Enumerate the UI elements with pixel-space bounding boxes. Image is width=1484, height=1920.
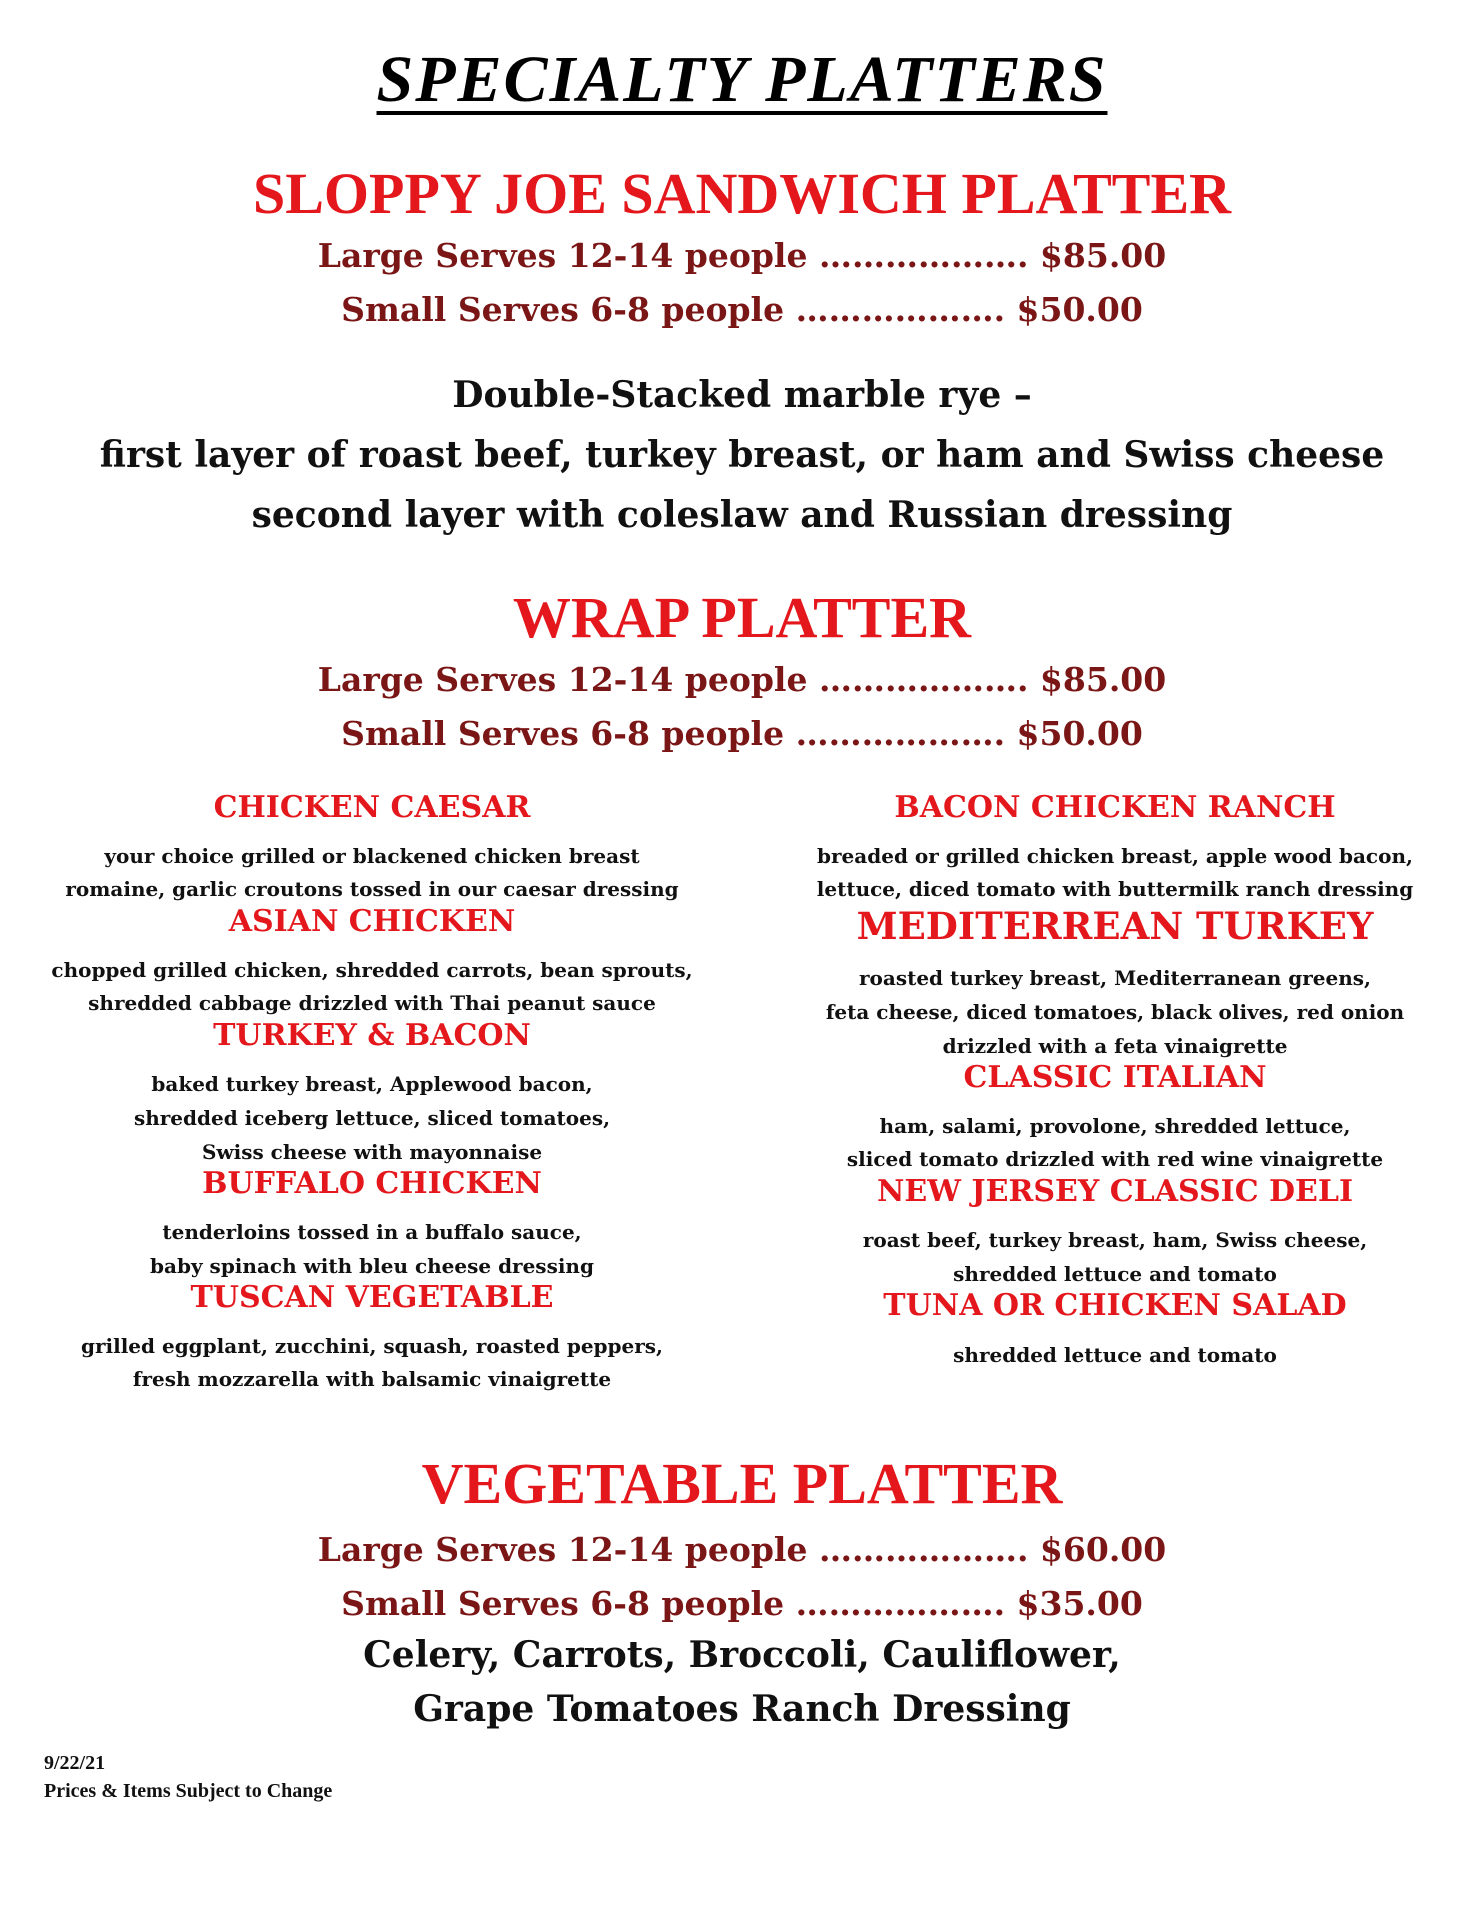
wrap-item-desc: grilled eggplant, zucchini, squash, roasted peppers, (80, 1334, 664, 1358)
wrap-item-desc: romaine, garlic croutons tossed in our caesar dressing (65, 877, 679, 901)
wrap-title: WRAP PLATTER (512, 585, 972, 650)
sloppy-joe-title: SLOPPY JOE SANDWICH PLATTER (252, 161, 1232, 226)
wrap-item-desc: breaded or grilled chicken breast, apple wood bacon, (817, 844, 1413, 868)
wrap-left-column (22, 790, 722, 1410)
wrap-item-desc: chopped grilled chicken, shredded carrots, bean sprouts, (51, 958, 693, 982)
wrap-item-desc: roasted turkey breast, Mediterranean greens, (858, 966, 1372, 990)
vegetable-small-price: Small Serves 6-8 people ………………. $35.00 (341, 1584, 1143, 1623)
wrap-large-price: Large Serves 12-14 people ………………. $85.00 (317, 660, 1167, 699)
wrap-item-desc: baked turkey breast, Applewood bacon, (151, 1072, 593, 1096)
wrap-item-classic-italian: CLASSIC ITALIAN (963, 1060, 1267, 1095)
sloppy-joe-desc-3: second layer with coleslaw and Russian dressing (251, 494, 1233, 536)
sloppy-joe-small-price: Small Serves 6-8 people ………………. $50.00 (341, 290, 1143, 329)
wrap-item-desc: sliced tomato drizzled with red wine vinaigrette (846, 1147, 1384, 1171)
wrap-item-tuna-or-chicken-salad: TUNA OR CHICKEN SALAD (883, 1288, 1347, 1323)
wrap-item-desc: baby spinach with bleu cheese dressing (150, 1254, 594, 1278)
wrap-item-desc: ham, salami, provolone, shredded lettuce, (879, 1114, 1351, 1138)
wrap-item-desc: roast beef, turkey breast, ham, Swiss cheese, (862, 1228, 1368, 1252)
vegetable-title: VEGETABLE PLATTER (421, 1451, 1063, 1516)
vegetable-desc-2: Grape Tomatoes Ranch Dressing (413, 1688, 1071, 1730)
sloppy-joe-desc-1: Double-Stacked marble rye – (452, 374, 1032, 416)
wrap-item-desc: fresh mozzarella with balsamic vinaigrette (132, 1367, 612, 1391)
wrap-item-mediterrean-turkey: MEDITERREAN TURKEY (856, 904, 1374, 948)
wrap-item-desc: your choice grilled or blackened chicken breast (104, 844, 640, 868)
wrap-item-bacon-chicken-ranch: BACON CHICKEN RANCH (894, 790, 1336, 825)
wrap-item-desc: shredded lettuce and tomato (953, 1262, 1277, 1286)
wrap-item-desc: feta cheese, diced tomatoes, black olives, red onion (825, 1000, 1405, 1024)
wrap-right-column (765, 790, 1465, 1390)
wrap-item-desc: tenderloins tossed in a buffalo sauce, (162, 1220, 582, 1244)
vegetable-large-price: Large Serves 12-14 people ………………. $60.00 (317, 1530, 1167, 1569)
wrap-item-desc: lettuce, diced tomato with buttermilk ranch dressing (816, 877, 1414, 901)
wrap-item-new-jersey-classic-deli: NEW JERSEY CLASSIC DELI (876, 1174, 1354, 1209)
wrap-item-desc: drizzled with a feta vinaigrette (942, 1034, 1288, 1058)
vegetable-desc-1: Celery, Carrots, Broccoli, Cauliflower, (363, 1634, 1121, 1676)
wrap-item-desc: shredded iceberg lettuce, sliced tomatoes, (133, 1106, 611, 1130)
page-title: SPECIALTY PLATTERS (376, 43, 1108, 116)
footer-note: Prices & Items Subject to Change (44, 1780, 333, 1802)
sloppy-joe-large-price: Large Serves 12-14 people ………………. $85.00 (317, 236, 1167, 275)
wrap-small-price: Small Serves 6-8 people ………………. $50.00 (341, 714, 1143, 753)
wrap-item-asian-chicken: ASIAN CHICKEN (228, 904, 516, 939)
sloppy-joe-desc-2: first layer of roast beef, turkey breast, or ham and Swiss cheese (99, 434, 1385, 476)
wrap-item-chicken-caesar: CHICKEN CAESAR (213, 790, 531, 825)
wrap-item-desc: Swiss cheese with mayonnaise (201, 1140, 543, 1164)
wrap-item-tuscan-vegetable: TUSCAN VEGETABLE (190, 1280, 554, 1315)
wrap-item-desc: shredded cabbage drizzled with Thai peanut sauce (88, 991, 656, 1015)
wrap-item-desc: shredded lettuce and tomato (953, 1343, 1277, 1367)
wrap-item-turkey-bacon: TURKEY & BACON (213, 1018, 531, 1053)
wrap-item-buffalo-chicken: BUFFALO CHICKEN (202, 1166, 542, 1201)
footer-date: 9/22/21 (44, 1752, 106, 1774)
